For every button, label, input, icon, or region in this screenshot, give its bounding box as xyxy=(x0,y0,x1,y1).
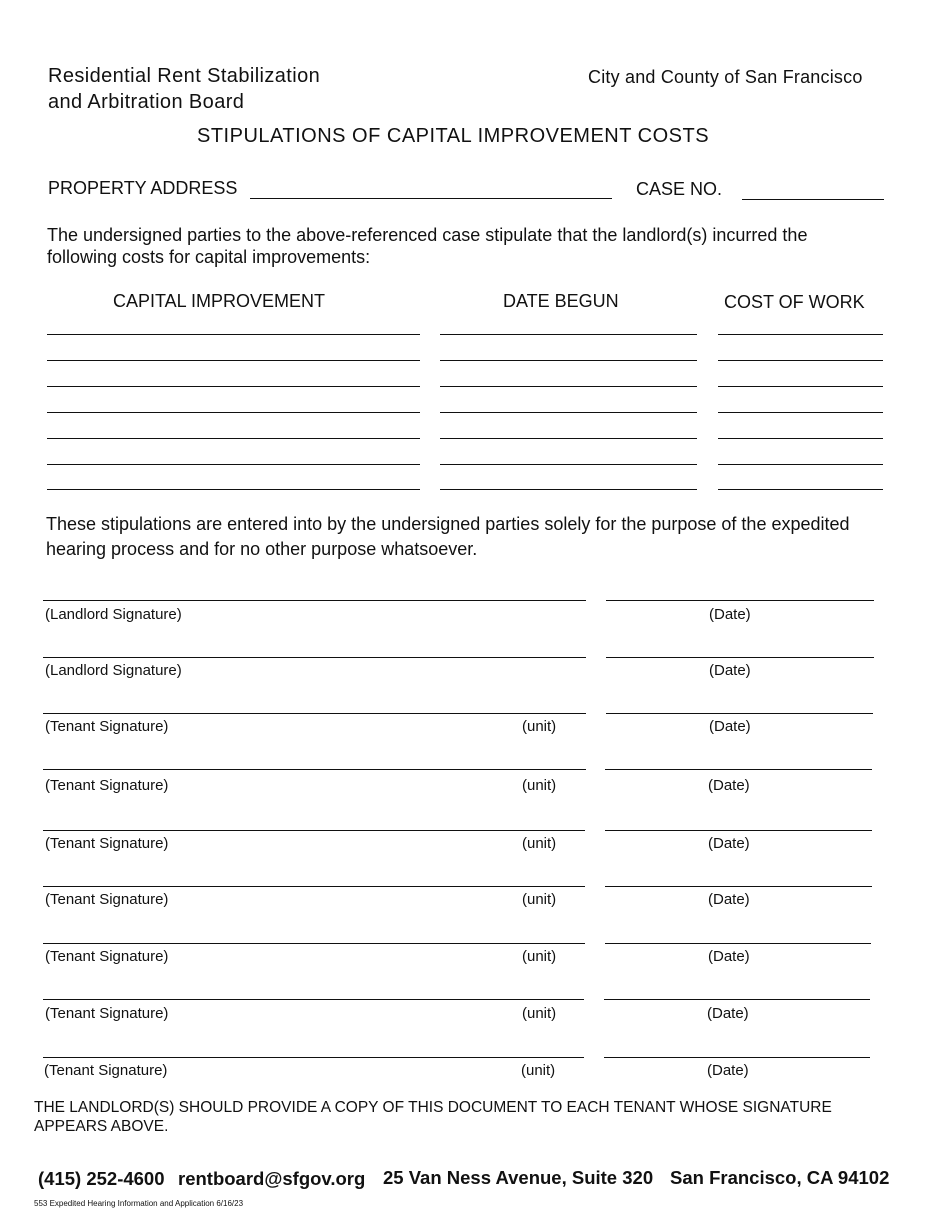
unit-label: (unit) xyxy=(522,1005,557,1022)
signature-label: (Tenant Signature) xyxy=(45,948,169,965)
signature-label: (Tenant Signature) xyxy=(45,891,169,908)
unit-label: (unit) xyxy=(522,948,557,965)
property-address-field[interactable] xyxy=(250,178,612,199)
date-label: (Date) xyxy=(708,948,750,965)
form-number: 553 Expedited Hearing Information and Application 6/16/23 xyxy=(34,1199,244,1208)
date-begun-line[interactable] xyxy=(440,412,697,413)
agency-name-line2: and Arbitration Board xyxy=(48,91,245,113)
improvement-line[interactable] xyxy=(47,386,420,387)
cost-line[interactable] xyxy=(718,464,883,465)
improvement-line[interactable] xyxy=(47,464,420,465)
signature-line[interactable] xyxy=(43,657,586,658)
date-line[interactable] xyxy=(604,1057,870,1058)
improvement-line[interactable] xyxy=(47,360,420,361)
footer-email[interactable]: rentboard@sfgov.org xyxy=(178,1168,366,1189)
date-begun-line[interactable] xyxy=(440,360,697,361)
cost-line[interactable] xyxy=(718,412,883,413)
cost-line[interactable] xyxy=(718,360,883,361)
date-label: (Date) xyxy=(709,606,751,623)
date-label: (Date) xyxy=(709,718,751,735)
column-header-cost-of-work: COST OF WORK xyxy=(724,292,865,312)
case-no-field[interactable] xyxy=(742,179,884,200)
agency-name-line1: Residential Rent Stabilization xyxy=(48,65,321,87)
signature-label: (Landlord Signature) xyxy=(45,662,182,679)
signature-label: (Tenant Signature) xyxy=(45,1005,169,1022)
improvement-line[interactable] xyxy=(47,334,420,335)
signature-line[interactable] xyxy=(43,1057,584,1058)
date-label: (Date) xyxy=(707,1062,749,1079)
intro-paragraph: The undersigned parties to the above-referenced case stipulate that the landlord(s) incurred the following costs for capital improvements: xyxy=(47,225,808,267)
cost-line[interactable] xyxy=(718,489,883,490)
improvement-line[interactable] xyxy=(47,412,420,413)
date-begun-line[interactable] xyxy=(440,489,697,490)
improvement-line[interactable] xyxy=(47,438,420,439)
case-no-label: CASE NO. xyxy=(636,179,723,199)
date-begun-line[interactable] xyxy=(440,438,697,439)
signature-line[interactable] xyxy=(43,600,586,601)
signature-line[interactable] xyxy=(43,886,585,887)
date-begun-line[interactable] xyxy=(440,386,697,387)
page-title: STIPULATIONS OF CAPITAL IMPROVEMENT COSTS xyxy=(197,125,710,147)
signature-line[interactable] xyxy=(43,830,585,831)
footer-city-state-zip: San Francisco, CA 94102 xyxy=(670,1167,890,1188)
unit-label: (unit) xyxy=(521,1062,556,1079)
cost-line[interactable] xyxy=(718,438,883,439)
date-line[interactable] xyxy=(605,830,872,831)
unit-label: (unit) xyxy=(522,891,557,908)
column-header-capital-improvement: CAPITAL IMPROVEMENT xyxy=(113,291,326,311)
copy-notice: THE LANDLORD(S) SHOULD PROVIDE A COPY OF THIS DOCUMENT TO EACH TENANT WHOSE SIGNATURE APPEARS ABOVE. xyxy=(34,1099,832,1135)
date-label: (Date) xyxy=(709,662,751,679)
signature-line[interactable] xyxy=(43,713,586,714)
date-label: (Date) xyxy=(708,777,750,794)
signature-line[interactable] xyxy=(43,769,586,770)
unit-label: (unit) xyxy=(522,718,557,735)
signature-label: (Tenant Signature) xyxy=(45,777,169,794)
property-address-label: PROPERTY ADDRESS xyxy=(48,178,238,198)
date-label: (Date) xyxy=(708,891,750,908)
cost-line[interactable] xyxy=(718,334,883,335)
date-begun-line[interactable] xyxy=(440,464,697,465)
date-begun-line[interactable] xyxy=(440,334,697,335)
date-line[interactable] xyxy=(605,943,871,944)
purpose-paragraph: These stipulations are entered into by the undersigned parties solely for the purpose of the expedited hearing process and for no other purpose whatsoever. xyxy=(46,514,850,559)
signature-label: (Tenant Signature) xyxy=(44,1062,168,1079)
date-label: (Date) xyxy=(708,835,750,852)
unit-label: (unit) xyxy=(522,777,557,794)
column-header-date-begun: DATE BEGUN xyxy=(503,291,619,311)
date-label: (Date) xyxy=(707,1005,749,1022)
signature-label: (Landlord Signature) xyxy=(45,606,182,623)
signature-label: (Tenant Signature) xyxy=(45,718,169,735)
date-line[interactable] xyxy=(606,600,874,601)
cost-line[interactable] xyxy=(718,386,883,387)
footer-phone: (415) 252-4600 xyxy=(38,1168,165,1189)
date-line[interactable] xyxy=(605,769,872,770)
date-line[interactable] xyxy=(604,999,870,1000)
footer-address: 25 Van Ness Avenue, Suite 320 xyxy=(383,1167,654,1188)
date-line[interactable] xyxy=(606,713,873,714)
unit-label: (unit) xyxy=(522,835,557,852)
date-line[interactable] xyxy=(605,886,872,887)
city-name: City and County of San Francisco xyxy=(588,67,863,87)
signature-line[interactable] xyxy=(43,999,584,1000)
signature-line[interactable] xyxy=(43,943,585,944)
agency-name xyxy=(48,63,320,115)
improvement-line[interactable] xyxy=(47,489,420,490)
signature-label: (Tenant Signature) xyxy=(45,835,169,852)
date-line[interactable] xyxy=(606,657,874,658)
